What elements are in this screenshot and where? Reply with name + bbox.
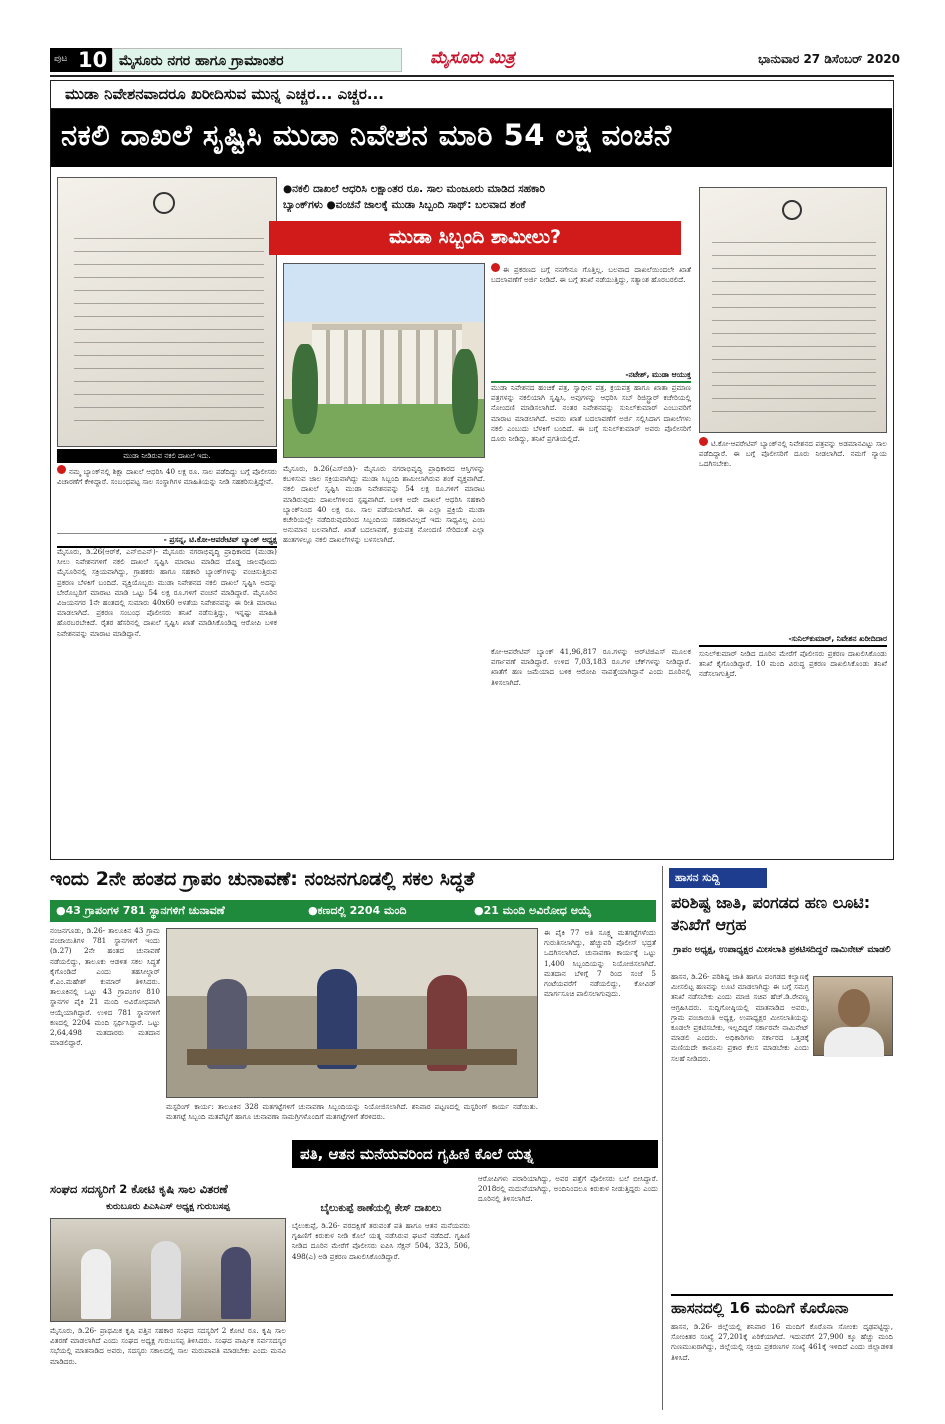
document-image-left	[57, 177, 277, 447]
left-quote-byline: - ಪ್ರಸನ್ನ, ಟಿ.ಕೋ-ಆಪರೇಟಿವ್ ಬ್ಯಾಂಕ್ ಅಧ್ಯಕ್ಷ	[57, 533, 277, 548]
gram-bullet-3: ●21 ಮಂದಿ ಅವಿರೋಧ ಆಯ್ಕೆ	[474, 904, 592, 917]
gram-election-story	[50, 866, 656, 1178]
loan-subhead: ಕುರುಬೂರು ಪಿಎಸಿಎಸ್ ಅಧ್ಯಕ್ಷ ಗುರುಬಸಪ್ಪ	[106, 1202, 230, 1212]
person-figure	[81, 1249, 111, 1319]
hassan-news	[662, 866, 894, 1410]
right-quote: ಟಿ.ಕೋ-ಆಪರೇಟಿವ್ ಬ್ಯಾಂಕ್‌ನಲ್ಲಿ ನಿವೇಶನದ ಪತ್ರವನ್ನು ಅಡಮಾನವಿಟ್ಟು ಸಾಲ ಪಡೆದಿದ್ದಾರೆ. ಈ ಬಗ್ಗೆ ಪೊಲೀಸರಿಗೆ ದೂರು ನೀಡಲಾಗಿದೆ. ನಮಗೆ ನ್ಯಾಯ ಒದಗಿಸಬೇಕು.	[699, 439, 887, 469]
lead-body-col3: ಮುಡಾ ನಿವೇಶನದ ಹಂಚಿಕೆ ಪತ್ರ, ಸ್ವಾಧೀನ ಪತ್ರ, ಕ್ರಯಪತ್ರ ಹಾಗೂ ಖಾತಾ ಪ್ರಮಾಣ ಪತ್ರಗಳನ್ನು ನಕಲಿಯಾಗಿ ಸೃಷ್ಟಿಸಿ, ಅವುಗಳನ್ನು ಆಧರಿಸಿ ಸಬ್ ರಿಜಿಸ್ಟ್ರಾರ್ ಕಚೇರಿಯಲ್ಲಿ ನೋಂದಣಿ ಮಾಡಿಸಲಾಗಿದೆ. ನಂತರ ನಿವೇಶನವನ್ನು ಸುನಿಲ್‌ಕುಮಾರ್ ಎಂಬುವರಿಗೆ ಮಾರಾಟ ಮಾಡಲಾಗಿದೆ. ಅವರು ಖಾತೆ ಬದಲಾವಣೆಗೆ ಅರ್ಜಿ ಸಲ್ಲಿಸಿದಾಗ ದಾಖಲೆಗಳು ನಕಲಿ ಎಂಬುದು ಬೆಳಕಿಗೆ ಬಂದಿದೆ. ಈ ಬಗ್ಗೆ ಸುನಿಲ್‌ಕುಮಾರ್ ಅವರು ಪೊಲೀಸರಿಗೆ ದೂರು ನೀಡಿದ್ದು, ತನಿಖೆ ಪ್ರಗತಿಯಲ್ಲಿದೆ.	[491, 383, 691, 444]
section-title: ಮೈಸೂರು ನಗರ ಹಾಗೂ ಗ್ರಾಮಾಂತರ	[112, 48, 402, 72]
murder-body-col2: ಆರೋಪಿಗಳು ಪರಾರಿಯಾಗಿದ್ದು, ಅವರ ಪತ್ತೆಗೆ ಪೊಲೀಸರು ಬಲೆ ಬೀಸಿದ್ದಾರೆ. 2018ರಲ್ಲಿ ಮದುವೆಯಾಗಿದ್ದು, ಅಂದಿನಿಂದಲೂ ಕಿರುಕುಳ ನೀಡುತ್ತಿದ್ದರು ಎಂದು ದೂರಿನಲ್ಲಿ ತಿಳಿಸಲಾಗಿದೆ.	[478, 1174, 658, 1204]
face	[838, 989, 870, 1027]
gram-body-col2: ಮಸ್ಟರಿಂಗ್ ಕಾರ್ಯ: ತಾಲೂಕಿನ 328 ಮತಗಟ್ಟೆಗಳಿಗೆ ಚುನಾವಣಾ ಸಿಬ್ಬಂದಿಯನ್ನು ನಿಯೋಜಿಸಲಾಗಿದೆ. ಶನಿವಾರ ಪಟ್ಟಣದಲ್ಲಿ ಮಸ್ಟರಿಂಗ್ ಕಾರ್ಯ ನಡೆಯಿತು. ಮತಗಟ್ಟೆ ಸಿಬ್ಬಂದಿ ಮತಪೆಟ್ಟಿಗೆ ಹಾಗೂ ಚುನಾವಣಾ ಸಾಮಗ್ರಿಗಳೊಂದಿಗೆ ಮತಗಟ್ಟೆಗಳಿಗೆ ತೆರಳಿದರು.	[166, 1102, 538, 1122]
gram-bullet-2: ●ಕಣದಲ್ಲಿ 2204 ಮಂದಿ	[308, 904, 407, 917]
lead-body-col5: ಕೋ-ಆಪರೇಟಿವ್ ಬ್ಯಾಂಕ್ 41,96,817 ರೂ.ಗಳನ್ನು ಆರ್‌ಟಿಜಿಎಸ್ ಮೂಲಕ ವರ್ಗಾವಣೆ ಮಾಡಿದ್ದಾರೆ. ಉಳಿದ 7,03,183 ರೂ.ಗಳ ಚೆಕ್‌ಗಳನ್ನು ನೀಡಿದ್ದಾರೆ. ಖಾತೆಗೆ ಹಣ ಜಮೆಯಾದ ಬಳಿಕ ಆರೋಪಿ ನಾಪತ್ತೆಯಾಗಿದ್ದಾನೆ ಎಂದು ದೂರಿನಲ್ಲಿ ತಿಳಿಸಲಾಗಿದೆ.	[491, 647, 691, 687]
person-figure	[221, 1247, 251, 1319]
tree-left	[292, 344, 318, 434]
lead-body-col1: ಮೈಸೂರು, ಡಿ.26(ಆರ್‌ಕೆ, ಎನ್‌ಬಿಎನ್)- ಮೈಸೂರು ನಗರಾಭಿವೃದ್ಧಿ ಪ್ರಾಧಿಕಾರದ (ಮುಡಾ) ಸೀಲು ನಿವೇಶನಗಳಿಗೆ ನಕಲಿ ದಾಖಲೆ ಸೃಷ್ಟಿಸಿ ಮಾರಾಟ ಮಾಡಿದ ದೊಡ್ಡ ಜಾಲವೊಂದು ಮೈಸೂರಿನಲ್ಲಿ ಸಕ್ರಿಯವಾಗಿದ್ದು, ಗ್ರಾಹಕರು ಹಾಗೂ ಸಹಕಾರಿ ಬ್ಯಾಂಕ್‌ಗಳನ್ನು ವಂಚಿಸುತ್ತಿರುವ ಪ್ರಕರಣ ಬೆಳಕಿಗೆ ಬಂದಿದೆ. ವ್ಯಕ್ತಿಯೊಬ್ಬರು ಮುಡಾ ನಿವೇಶನದ ನಕಲಿ ದಾಖಲೆ ಸೃಷ್ಟಿಸಿ ಅದನ್ನು ಬೇರೊಬ್ಬರಿಗೆ ಮಾರಾಟ ಮಾಡಿ ಒಟ್ಟು 54 ಲಕ್ಷ ರೂ.ಗಳಿಗೆ ವಂಚನೆ ಮಾಡಿದ್ದಾರೆ. ಮೈಸೂರಿನ ವಿಜಯನಗರ 1ನೇ ಹಂತದಲ್ಲಿ ಸುಮಾರು 40x60 ಅಳತೆಯ ನಿವೇಶನವನ್ನು ಈ ರೀತಿ ಮಾರಾಟ ಮಾಡಲಾಗಿದೆ. ಪ್ರಕರಣ ಸಂಬಂಧ ಪೊಲೀಸರು ತನಿಖೆ ನಡೆಸುತ್ತಿದ್ದು, ಇನ್ನಷ್ಟು ಮಾಹಿತಿ ಹೊರಬರಬೇಕಿದೆ. ರೈತರ ಹೆಸರಿನಲ್ಲಿ ದಾಖಲೆ ಸೃಷ್ಟಿಸಿ ಖಾತೆ ಮಾಡಿಸಿಕೊಂಡಿದ್ದ ಆರೋಪಿ ಬಳಿಕ ನಿವೇಶನವನ್ನು ಮಾರಾಟ ಮಾಡಿದ್ದಾನೆ.	[57, 547, 277, 638]
lead-kicker: ಮುಡಾ ನಿವೇಶನವಾದರೂ ಖರೀದಿಸುವ ಮುನ್ನ ಎಚ್ಚರ... ಎಚ್ಚರ...	[51, 81, 892, 109]
lead-subhead-1: ●ನಕಲಿ ದಾಖಲೆ ಆಧರಿಸಿ ಲಕ್ಷಾಂತರ ರೂ. ಸಾಲ ಮಂಜೂರು ಮಾಡಿದ ಸಹಕಾರಿ	[283, 183, 546, 195]
shirt	[824, 1027, 884, 1057]
lead-body-col2: ಮೈಸೂರು, ಡಿ.26(ಎಸ್‌ಬಿಡಿ)- ಮೈಸೂರು ನಗರಾಭಿವೃದ್ಧಿ ಪ್ರಾಧಿಕಾರದ ಆಸ್ತಿಗಳನ್ನು ಕಬಳಿಸುವ ಜಾಲ ಸಕ್ರಿಯವಾಗಿದ್ದು ಮುಡಾ ಸಿಬ್ಬಂದಿ ಶಾಮೀಲಾಗಿರುವ ಶಂಕೆ ವ್ಯಕ್ತವಾಗಿದೆ. ನಕಲಿ ದಾಖಲೆ ಸೃಷ್ಟಿಸಿ ಮುಡಾ ನಿವೇಶನವನ್ನು 54 ಲಕ್ಷ ರೂ.ಗಳಿಗೆ ಮಾರಾಟ ಮಾಡಿರುವುದು ದಾಖಲೆಗಳಿಂದ ಸ್ಪಷ್ಟವಾಗಿದೆ. ಬಳಿಕ ಅದೇ ದಾಖಲೆ ಆಧರಿಸಿ ಸಹಕಾರಿ ಬ್ಯಾಂಕ್‌ನಿಂದ 40 ಲಕ್ಷ ರೂ. ಸಾಲ ಪಡೆಯಲಾಗಿದೆ. ಈ ಎಲ್ಲಾ ಪ್ರಕ್ರಿಯೆ ಮುಡಾ ಕಚೇರಿಯಲ್ಲೇ ನಡೆದಿರುವುದರಿಂದ ಸಿಬ್ಬಂದಿಯ ಸಹಕಾರವಿಲ್ಲದೆ ಇದು ಸಾಧ್ಯವಿಲ್ಲ ಎಂಬ ಅನುಮಾನ ಬಲವಾಗಿದೆ. ಖಾತೆ ಬದಲಾವಣೆ, ಕ್ರಯಪತ್ರ ನೋಂದಣಿ ಸೇರಿದಂತೆ ಎಲ್ಲಾ ಹಂತಗಳಲ್ಲೂ ನಕಲಿ ದಾಖಲೆಗಳನ್ನು ಬಳಸಲಾಗಿದೆ.	[283, 464, 485, 545]
hassan-speaker-photo	[813, 976, 893, 1056]
doc-caption-left: ಮುಡಾ ನೀಡಿರುವ ನಕಲಿ ದಾಖಲೆ ಇದು.	[57, 449, 277, 463]
building-facade	[312, 324, 462, 404]
doc-lines	[712, 230, 876, 420]
masthead-rule	[50, 75, 894, 77]
table	[187, 1049, 517, 1065]
doc-seal	[782, 200, 802, 220]
doc-seal	[153, 192, 175, 214]
covid-headline: ಹಾಸನದಲ್ಲಿ 16 ಮಂದಿಗೆ ಕೊರೊನಾ	[671, 1294, 893, 1318]
left-quote: ನಮ್ಮ ಬ್ಯಾಂಕ್‌ನಲ್ಲಿ ಶಿಕ್ಷಾ ದಾಖಲೆ ಆಧರಿಸಿ 40 ಲಕ್ಷ ರೂ. ಸಾಲ ಪಡೆದಿದ್ದು ಬಗ್ಗೆ ಪೊಲೀಸರು ವಿಚಾರಣೆಗೆ ಕೇಳಿದ್ದಾರೆ. ಸಂಬಂಧಪಟ್ಟ ಸಾಲ ಸಂಸ್ಥಾಗಿಗಳ ಮಾಹಿತಿಯನ್ನು ನೀಡಿ ಸಹಕರಿಸುತ್ತಿದ್ದೇವೆ.	[57, 467, 277, 487]
gram-bullet-1: ●43 ಗ್ರಾಪಂಗಳ 781 ಸ್ಥಾನಗಳಿಗೆ ಚುನಾವಣೆ	[56, 904, 225, 917]
person-figure	[151, 1241, 181, 1319]
issue-date: ಭಾನುವಾರ 27 ಡಿಸೆಂಬರ್ 2020	[758, 52, 900, 66]
loan-body: ಮೈಸೂರು, ಡಿ.26- ಪ್ರಾಥಮಿಕ ಕೃಷಿ ಪತ್ತಿನ ಸಹಕಾರ ಸಂಘದ ಸದಸ್ಯರಿಗೆ 2 ಕೋಟಿ ರೂ. ಕೃಷಿ ಸಾಲ ವಿತರಣೆ ಮಾಡಲಾಗಿದೆ ಎಂದು ಸಂಘದ ಅಧ್ಯಕ್ಷ ಗುರುಬಸಪ್ಪ ತಿಳಿಸಿದರು. ಸಂಘದ ವಾರ್ಷಿಕ ಸರ್ವಸದಸ್ಯರ ಸಭೆಯಲ್ಲಿ ಮಾತನಾಡಿದ ಅವರು, ಸದಸ್ಯರು ಸಕಾಲದಲ್ಲಿ ಸಾಲ ಮರುಪಾವತಿ ಮಾಡಬೇಕು ಎಂದು ಮನವಿ ಮಾಡಿದರು.	[50, 1326, 286, 1366]
covid-body: ಹಾಸನ, ಡಿ.26- ಜಿಲ್ಲೆಯಲ್ಲಿ ಶನಿವಾರ 16 ಮಂದಿಗೆ ಕೊರೊನಾ ಸೋಂಕು ದೃಢಪಟ್ಟಿದ್ದು, ಸೋಂಕಿತರ ಸಂಖ್ಯೆ 27,201ಕ್ಕೆ ಏರಿಕೆಯಾಗಿದೆ. ಇದುವರೆಗೆ 27,900 ಕ್ಕೂ ಹೆಚ್ಚು ಮಂದಿ ಗುಣಮುಖರಾಗಿದ್ದು, ಜಿಲ್ಲೆಯಲ್ಲಿ ಸಕ್ರಿಯ ಪ್ರಕರಣಗಳ ಸಂಖ್ಯೆ 461ಕ್ಕೆ ಇಳಿದಿದೆ ಎಂದು ಜಿಲ್ಲಾಡಳಿತ ತಿಳಿಸಿದೆ.	[671, 1322, 893, 1362]
gram-body-col1: ನಂಜನಗೂಡು, ಡಿ.26- ತಾಲೂಕಿನ 43 ಗ್ರಾಮ ಪಂಚಾಯಿತಿಗಳ 781 ಸ್ಥಾನಗಳಿಗೆ ಇಂದು (ಡಿ.27) 2ನೇ ಹಂತದ ಚುನಾವಣೆ ನಡೆಯಲಿದ್ದು, ತಾಲೂಕು ಆಡಳಿತ ಸಕಲ ಸಿದ್ಧತೆ ಕೈಗೊಂಡಿದೆ ಎಂದು ತಹಸೀಲ್ದಾರ್ ಕೆ.ಎಂ.ಮಹೇಶ್ ಕುಮಾರ್ ತಿಳಿಸಿದರು. ತಾಲೂಕಿನಲ್ಲಿ ಒಟ್ಟು 43 ಗ್ರಾಪಂಗಳ 810 ಸ್ಥಾನಗಳ ಪೈಕಿ 21 ಮಂದಿ ಅವಿರೋಧವಾಗಿ ಆಯ್ಕೆಯಾಗಿದ್ದಾರೆ. ಉಳಿದ 781 ಸ್ಥಾನಗಳಿಗೆ ಕಣದಲ್ಲಿ 2204 ಮಂದಿ ಸ್ಪರ್ಧಿಸಿದ್ದಾರೆ. ಒಟ್ಟು 2,64,498 ಮತದಾರರು ಮತದಾನ ಮಾಡಲಿದ್ದಾರೆ.	[50, 926, 160, 1048]
hassan-body-top: ಹಾಸನ, ಡಿ.26- ಪರಿಶಿಷ್ಟ ಜಾತಿ ಹಾಗೂ ಪಂಗಡದ ಕಲ್ಯಾಣಕ್ಕೆ ಮೀಸಲಿಟ್ಟ ಹಣವನ್ನು ಲೂಟಿ ಮಾಡಲಾಗಿದ್ದು ಈ ಬಗ್ಗೆ ಸಮಗ್ರ ತನಿಖೆ ನಡೆಸಬೇಕು ಎಂದು ಮಾಜಿ ಸಚಿವ ಹೆಚ್.ಡಿ.ರೇವಣ್ಣ ಆಗ್ರಹಿಸಿದರು. ಸುದ್ದಿಗೋಷ್ಠಿಯಲ್ಲಿ ಮಾತನಾಡಿದ ಅವರು, ಗ್ರಾಮ ಪಂಚಾಯಿತಿ ಅಧ್ಯಕ್ಷ, ಉಪಾಧ್ಯಕ್ಷರ ಮೀಸಲಾತಿಯನ್ನು ಕೂಡಲೇ ಪ್ರಕಟಿಸಬೇಕು, ಇಲ್ಲದಿದ್ದರೆ ಸರ್ಕಾರವೇ ನಾಮಿನೇಟ್ ಮಾಡಲಿ ಎಂದರು. ಅಧಿಕಾರಿಗಳು ಸರ್ಕಾರದ ಒತ್ತಡಕ್ಕೆ ಮಣಿಯದೇ ಕಾನೂನು ಪ್ರಕಾರ ಕೆಲಸ ಮಾಡಬೇಕು ಎಂದು ಸಲಹೆ ನೀಡಿದರು.	[671, 972, 809, 1063]
quote-bullet-icon	[699, 437, 708, 446]
murder-attempt-story	[292, 1140, 658, 1410]
muda-building-photo	[283, 263, 485, 458]
murder-subhead: ಬೈಲುಕುಪ್ಪೆ ಠಾಣೆಯಲ್ಲಿ ಕೇಸ್ ದಾಖಲು	[320, 1203, 442, 1214]
page-number: 10	[78, 48, 108, 72]
lead-story	[50, 80, 894, 860]
right-quote-byline: -ಸುನಿಲ್‌ಕುಮಾರ್, ನಿವೇಶನ ಖರೀದಿದಾರ	[699, 633, 887, 647]
quote-bullet-icon	[57, 465, 66, 474]
lead-headline: ನಕಲಿ ದಾಖಲೆ ಸೃಷ್ಟಿಸಿ ಮುಡಾ ನಿವೇಶನ ಮಾರಿ 54 ಲಕ್ಷ ವಂಚನೆ	[51, 109, 892, 167]
paper-logo: ಮೈಸೂರು ಮಿತ್ರ	[430, 48, 515, 68]
gram-body-col3: ಈ ಪೈಕಿ 77 ಅತಿ ಸೂಕ್ಷ್ಮ ಮತಗಟ್ಟೆಗಳೆಂದು ಗುರುತಿಸಲಾಗಿದ್ದು, ಹೆಚ್ಚುವರಿ ಪೊಲೀಸ್ ಭದ್ರತೆ ಒದಗಿಸಲಾಗಿದೆ. ಚುನಾವಣಾ ಕಾರ್ಯಕ್ಕೆ ಒಟ್ಟು 1,400 ಸಿಬ್ಬಂದಿಯನ್ನು ನಿಯೋಜಿಸಲಾಗಿದೆ. ಮತದಾನ ಬೆಳಿಗ್ಗೆ 7 ರಿಂದ ಸಂಜೆ 5 ಗಂಟೆಯವರೆಗೆ ನಡೆಯಲಿದ್ದು, ಕೋವಿಡ್ ಮಾರ್ಗಸೂಚಿ ಪಾಲಿಸಲಾಗುವುದು.	[544, 928, 656, 999]
boxed-title: ಮುಡಾ ಸಿಬ್ಬಂದಿ ಶಾಮೀಲು?	[269, 221, 681, 255]
center-quote-byline: -ನಟೇಶ್, ಮುಡಾ ಆಯುಕ್ತ	[491, 369, 691, 383]
loan-meeting-photo	[50, 1218, 286, 1322]
quote-bullet-icon	[491, 263, 500, 272]
tree-right	[452, 349, 478, 434]
murder-text-1: ಬೈಲುಕುಪ್ಪೆ, ಡಿ.26- ವರದಕ್ಷಿಣೆ ತರುವಂತೆ ಪತಿ ಹಾಗೂ ಆತನ ಮನೆಯವರು ಗೃಹಿಣಿಗೆ ಕಿರುಕುಳ ನೀಡಿ ಕೊಲೆ ಯತ್ನ ನಡೆಸಿರುವ ಘಟನೆ ನಡೆದಿದೆ. ಗೃಹಿಣಿ ನೀಡಿದ ದೂರಿನ ಮೇರೆಗೆ ಪೊಲೀಸರು ಐಪಿಸಿ ಸೆಕ್ಷನ್ 504, 323, 506, 498(ಎ) ಅಡಿ ಪ್ರಕರಣ ದಾಖಲಿಸಿಕೊಂಡಿದ್ದಾರೆ.	[292, 1221, 470, 1261]
lead-body-col6: ಸುನಿಲ್‌ಕುಮಾರ್ ನೀಡಿದ ದೂರಿನ ಮೇರೆಗೆ ಪೊಲೀಸರು ಪ್ರಕರಣ ದಾಖಲಿಸಿಕೊಂಡು ತನಿಖೆ ಕೈಗೊಂಡಿದ್ದಾರೆ. 10 ಮಂದಿ ವಿರುದ್ಧ ಪ್ರಕರಣ ದಾಖಲಿಸಿಕೊಂಡು ತನಿಖೆ ನಡೆಸಲಾಗುತ್ತಿದೆ.	[699, 649, 887, 679]
polling-staff-photo	[166, 928, 538, 1098]
page-number-block	[50, 48, 112, 72]
doc-lines	[74, 226, 264, 426]
murder-headline: ಪತಿ, ಆತನ ಮನೆಯವರಿಂದ ಗೃಹಿಣಿ ಕೊಲೆ ಯತ್ನ	[292, 1140, 658, 1168]
masthead	[0, 0, 945, 76]
document-image-right	[699, 187, 887, 433]
gram-headline: ಇಂದು 2ನೇ ಹಂತದ ಗ್ರಾಪಂ ಚುನಾವಣೆ: ನಂಜನಗೂಡಲ್ಲಿ ಸಕಲ ಸಿದ್ಧತೆ	[50, 868, 475, 890]
center-quote: ಈ ಪ್ರಕರಣದ ಬಗ್ಗೆ ನನಗೇನೂ ಗೊತ್ತಿಲ್ಲ. ಬಲವಾದ ದಾಖಲೆಯಿಂದಲೇ ಖಾತೆ ಬದಲಾವಣೆಗೆ ಅರ್ಜಿ ನೀಡಿದೆ. ಈ ಬಗ್ಗೆ ತನಿಖೆ ನಡೆಯುತ್ತಿದ್ದು, ಸತ್ಯಾಂಶ ಹೊರಬರಲಿದೆ.	[491, 265, 691, 285]
loan-headline: ಸಂಘದ ಸದಸ್ಯರಿಗೆ 2 ಕೋಟಿ ಕೃಷಿ ಸಾಲ ವಿತರಣೆ	[50, 1182, 228, 1196]
gram-banner	[50, 900, 656, 922]
hassan-subhead: ಗ್ರಾಪಂ ಅಧ್ಯಕ್ಷ, ಉಪಾಧ್ಯಕ್ಷರ ಮೀಸಲಾತಿ ಪ್ರಕಟಿಸದಿದ್ದರೆ ನಾಮಿನೇಟ್ ಮಾಡಲಿ	[673, 945, 891, 955]
page-label: ಪುಟ	[54, 54, 68, 64]
hassan-body-bottom	[671, 1084, 893, 1288]
hassan-section-label: ಹಾಸನ ಸುದ್ದಿ	[669, 868, 767, 888]
hassan-headline: ಪರಿಶಿಷ್ಟ ಜಾತಿ, ಪಂಗಡದ ಹಣ ಲೂಟಿ: ತನಿಖೆಗೆ ಆಗ್ರಹ	[671, 893, 871, 934]
lead-subhead-2: ಬ್ಯಾಂಕ್‌ಗಳು ●ವಂಚನೆ ಜಾಲಕ್ಕೆ ಮುಡಾ ಸಿಬ್ಬಂದಿ ಸಾಥ್: ಬಲವಾದ ಶಂಕೆ	[283, 199, 526, 211]
murder-body-col1	[292, 1174, 470, 1410]
loan-story	[50, 1182, 286, 1410]
